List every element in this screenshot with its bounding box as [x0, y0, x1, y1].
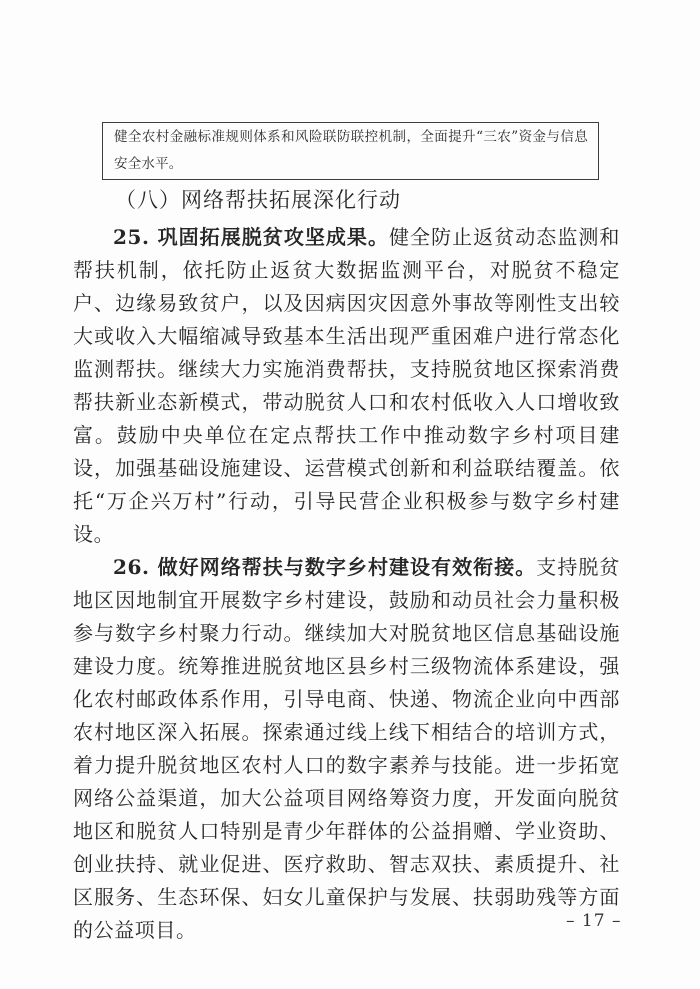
paragraph-25 — [73, 221, 620, 551]
paragraph-25-text: 健全防止返贫动态监测和帮扶机制，依托防止返贫大数据监测平台，对脱贫不稳定户、边缘易致贫户，以及因病因灾因意外事故等刚性支出较大或收入大幅缩减导致基本生活出现严重困难户进行常态化监测帮扶。继续大力实施消费帮扶，支持脱贫地区探索消费帮扶新业态新模式，带动脱贫人口和农村低收入人口增收致富。鼓励中央单位在定点帮扶工作中推动数字乡村项目建设，加强基础设施建设、运营模式创新和利益联结覆盖。依托“万企兴万村”行动，引导民营企业积极参与数字乡村建设。 — [73, 225, 620, 546]
paragraph-26-text: 支持脱贫地区因地制宜开展数字乡村建设，鼓励和动员社会力量积极参与数字乡村聚力行动。继续加大对脱贫地区信息基础设施建设力度。统筹推进脱贫地区县乡村三级物流体系建设，强化农村邮政体系作用，引导电商、快递、物流企业向中西部农村地区深入拓展。探索通过线上线下相结合的培训方式，着力提升脱贫地区农村人口的数字素养与技能。进一步拓宽网络公益渠道，加大公益项目网络筹资力度，开发面向脱贫地区和脱贫人口特别是青少年群体的公益捐赠、学业资助、创业扶持、就业促进、医疗救助、智志双扶、素质提升、社区服务、生态环保、妇女儿童保护与发展、扶弱助残等方面的公益项目。 — [73, 555, 620, 942]
highlight-box-text: 健全农村金融标准规则体系和风险联防联控机制，全面提升“三农”资金与信息安全水平。 — [114, 129, 588, 172]
document-body — [73, 221, 620, 947]
highlight-box — [102, 122, 599, 180]
paragraph-26-lead: 26. 做好网络帮扶与数字乡村建设有效衔接。 — [113, 555, 537, 579]
paragraph-25-lead: 25. 巩固拓展脱贫攻坚成果。 — [113, 225, 390, 249]
paragraph-26 — [73, 551, 620, 947]
section-heading: （八）网络帮扶拓展深化行动 — [115, 188, 401, 212]
page-number: – 17 – — [566, 911, 622, 931]
